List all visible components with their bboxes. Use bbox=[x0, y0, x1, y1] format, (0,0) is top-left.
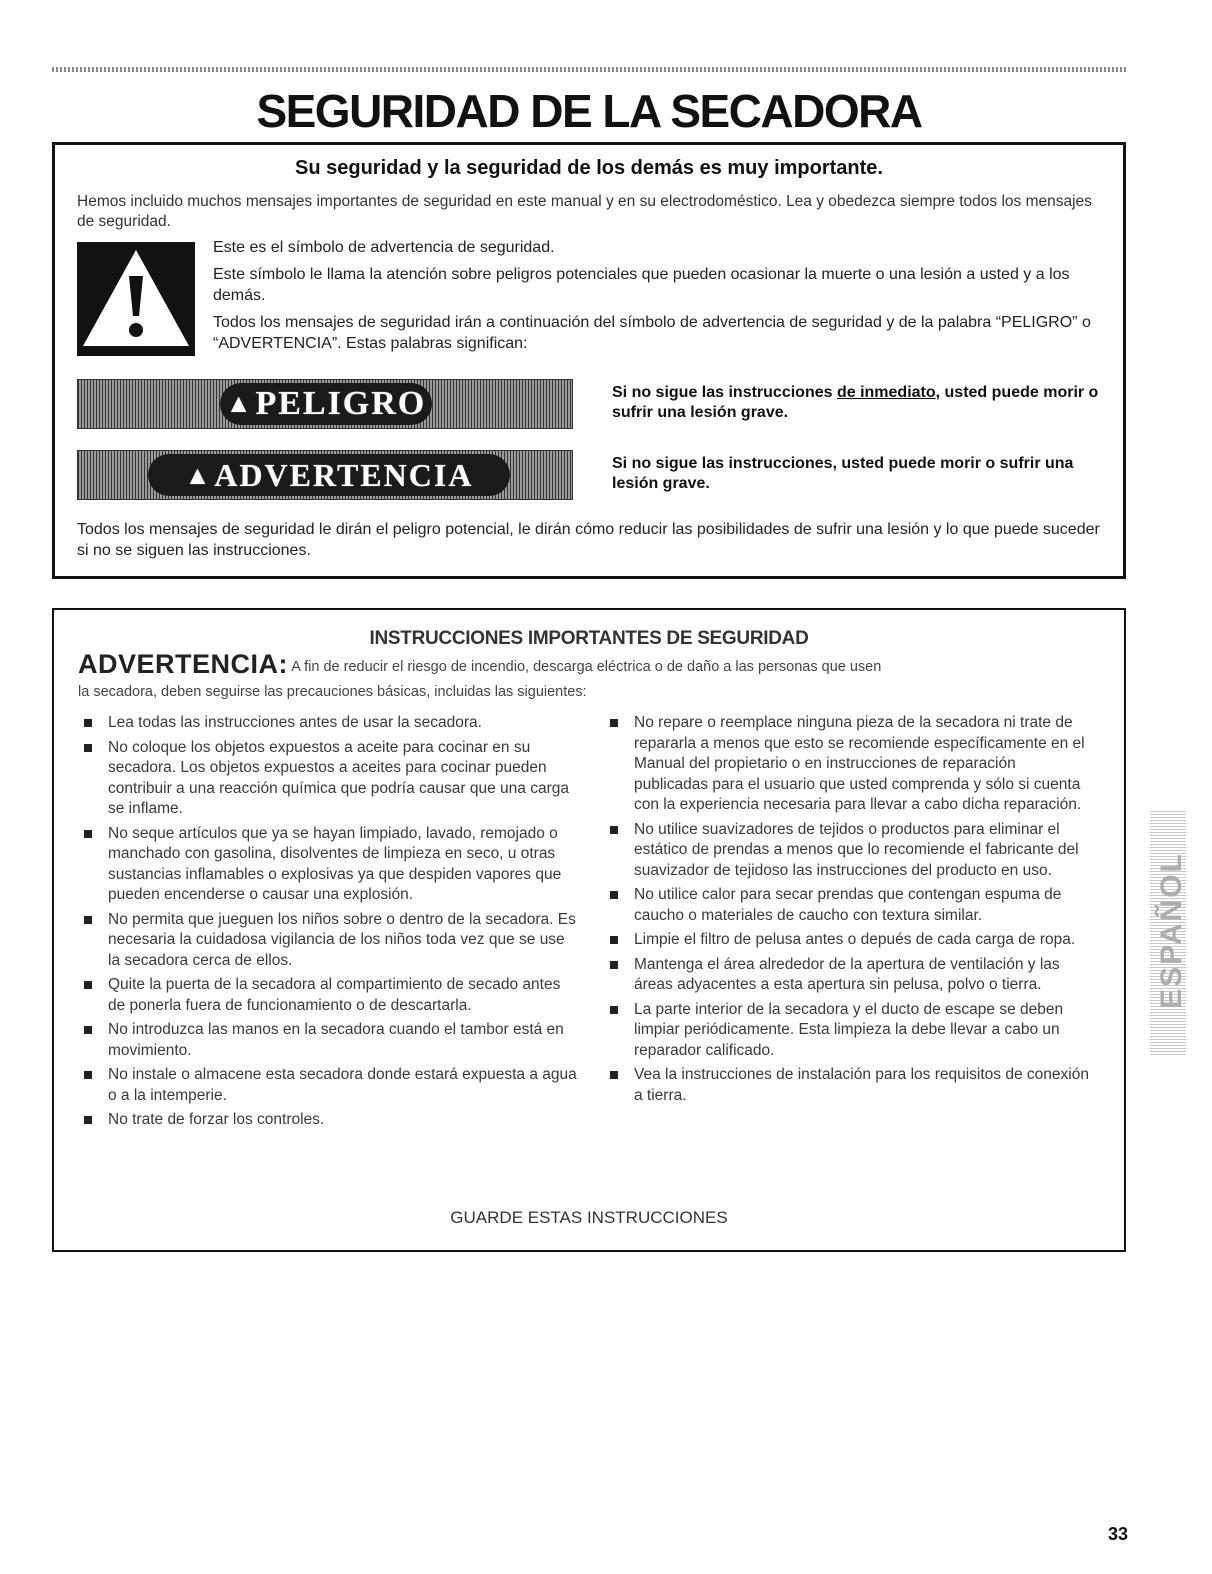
warning-triangle-icon: ▲ bbox=[225, 389, 254, 418]
list-item-text: No trate de forzar los controles. bbox=[108, 1111, 325, 1128]
bullet-square-icon bbox=[610, 1071, 618, 1079]
list-item-text: No instale o almacene esta secadora donde estará expuesta a agua o a la intemperie. bbox=[108, 1066, 577, 1104]
safety-intro-text: Hemos incluido muchos mensajes importantes de seguridad en este manual y en su electrodoméstico. Lea y obedezca siempre todos los mensajes de seguridad. bbox=[77, 193, 1092, 230]
list-item-text: No permita que jueguen los niños sobre o dentro de la secadora. Es necesaria la cuidadosa vigilancia de los niños toda vez que se use la secadora cerca de ellos. bbox=[108, 910, 576, 969]
list-item-text: Vea la instrucciones de instalación para los requisitos de conexión a tierra. bbox=[634, 1066, 1089, 1104]
warning-text: A fin de reducir el riesgo de incendio, descarga eléctrica o de daño a las personas que usen bbox=[291, 659, 882, 675]
advertencia-pill bbox=[148, 454, 510, 496]
symbol-description bbox=[213, 237, 1093, 360]
bullet-square-icon bbox=[84, 830, 92, 838]
peligro-meaning bbox=[612, 383, 1102, 423]
bullet-square-icon bbox=[610, 961, 618, 969]
peligro-text-after: , usted puede morir o sufrir una lesión grave. bbox=[612, 384, 1099, 421]
bullet-square-icon bbox=[610, 891, 618, 899]
bullet-square-icon bbox=[610, 826, 618, 834]
language-side-tab bbox=[1150, 810, 1186, 1055]
list-item-text: Quite la puerta de la secadora al compartimiento de secado antes de ponerla fuera de funcionamiento o de descartarla. bbox=[108, 976, 561, 1014]
warning-text-continued: la secadora, deben seguirse las precauciones básicas, incluidas las siguientes: bbox=[78, 684, 587, 700]
list-item bbox=[608, 1000, 1092, 1062]
bullet-square-icon bbox=[610, 936, 618, 944]
list-item bbox=[82, 975, 578, 1016]
peligro-label: PELIGRO bbox=[255, 385, 427, 422]
list-item-text: No utilice calor para secar prendas que contengan espuma de caucho o materiales de caucho con textura similar. bbox=[634, 886, 1062, 924]
list-item bbox=[82, 1110, 578, 1131]
list-item-text: No introduzca las manos en la secadora cuando el tambor está en movimiento. bbox=[108, 1021, 564, 1059]
list-item-text: Lea todas las instrucciones antes de usar la secadora. bbox=[108, 714, 482, 731]
list-item bbox=[82, 824, 578, 906]
advertencia-banner bbox=[77, 450, 573, 500]
warning-statement bbox=[78, 649, 1108, 679]
safety-box-heading: Su seguridad y la seguridad de los demás es muy importante. bbox=[295, 157, 883, 179]
list-item-text: La parte interior de la secadora y el ducto de escape se deben limpiar periódicamente. Esta limpieza la debe llevar a cabo un reparador calificado. bbox=[634, 1000, 1064, 1059]
instructions-right-column bbox=[608, 713, 1092, 1110]
page-number: 33 bbox=[1107, 1524, 1128, 1544]
safety-alert-symbol-icon bbox=[77, 242, 195, 356]
peligro-pill bbox=[220, 383, 432, 425]
bullet-square-icon bbox=[84, 719, 92, 727]
bullet-square-icon bbox=[610, 719, 618, 727]
bullet-square-icon bbox=[84, 744, 92, 752]
list-item-text: No seque artículos que ya se hayan limpiado, lavado, remojado o manchado con gasolina, disolventes de limpieza en seco, u otras sustancias inflamables o explosivas ya que despiden vapores que pueden encenderse o causar una explosión. bbox=[108, 824, 562, 903]
list-item-text: No repare o reemplace ninguna pieza de la secadora ni trate de repararla a menos que esto se recomiende específicamente en el Manual del propietario o en instrucciones de reparación publicadas para el usuario que usted comprenda y sólo si cuenta con la experiencia necesaria para llevar a cabo dicha reparación. bbox=[634, 714, 1085, 813]
bullet-square-icon bbox=[84, 981, 92, 989]
list-item-text: Mantenga el área alrededor de la apertura de ventilación y las áreas adyacentes a esta apertura sin pelusa, polvo o tierra. bbox=[634, 955, 1060, 993]
warning-label: ADVERTENCIA: bbox=[78, 649, 289, 679]
warning-triangle-icon: ▲ bbox=[184, 461, 213, 490]
list-item-text: Limpie el filtro de pelusa antes o depués de cada carga de ropa. bbox=[634, 931, 1076, 948]
language-side-tab-label: ESPAÑOL bbox=[1155, 852, 1188, 1009]
list-item-text: No utilice suavizadores de tejidos o productos para eliminar el estático de prendas a menos que lo recomiende el fabricante del suavizador de tejidoso las instrucciones del producto en uso. bbox=[634, 820, 1079, 879]
bullet-square-icon bbox=[84, 1026, 92, 1034]
symbol-line-1: Este es el símbolo de advertencia de seguridad. bbox=[213, 239, 555, 256]
symbol-line-2: Este símbolo le llama la atención sobre peligros potenciales que pueden ocasionar la muerte o una lesión a usted y a los demás. bbox=[213, 266, 1070, 304]
bullet-square-icon bbox=[84, 1071, 92, 1079]
list-item bbox=[608, 930, 1092, 951]
bullet-square-icon bbox=[84, 1116, 92, 1124]
list-item bbox=[608, 885, 1092, 926]
list-item bbox=[82, 1065, 578, 1106]
list-item bbox=[82, 738, 578, 820]
list-item bbox=[608, 955, 1092, 996]
symbol-line-3: Todos los mensajes de seguridad irán a continuación del símbolo de advertencia de seguridad y de la palabra “PELIGRO” o “ADVERTENCIA”. Estas palabras significan: bbox=[213, 314, 1091, 352]
safety-message-box bbox=[52, 142, 1126, 579]
list-item bbox=[608, 713, 1092, 816]
instructions-left-column bbox=[82, 713, 578, 1135]
top-dotted-rule bbox=[52, 67, 1126, 72]
list-item bbox=[82, 910, 578, 972]
list-item bbox=[608, 1065, 1092, 1106]
bullet-square-icon bbox=[84, 916, 92, 924]
safety-closing-text: Todos los mensajes de seguridad le dirán el peligro potencial, le dirán cómo reducir las posibilidades de sufrir una lesión y lo que puede suceder si no se siguen las instrucciones. bbox=[77, 521, 1100, 559]
list-item-text: No coloque los objetos expuestos a aceite para cocinar en su secadora. Los objetos expuestos a aceites para cocinar pueden contribuir a una reacción química que podría causar que una carga se inflame. bbox=[108, 738, 569, 817]
list-item bbox=[82, 713, 578, 734]
instructions-heading: INSTRUCCIONES IMPORTANTES DE SEGURIDAD bbox=[369, 628, 809, 649]
peligro-text-underlined: de inmediato bbox=[836, 384, 936, 401]
advertencia-label: ADVERTENCIA bbox=[214, 457, 474, 493]
list-item bbox=[82, 1020, 578, 1061]
list-item bbox=[608, 820, 1092, 882]
save-instructions-footer: GUARDE ESTAS INSTRUCCIONES bbox=[450, 1208, 728, 1227]
important-instructions-box bbox=[52, 608, 1126, 1252]
page-title: SEGURIDAD DE LA SECADORA bbox=[256, 85, 922, 137]
peligro-text-before: Si no sigue las instrucciones bbox=[612, 384, 837, 401]
peligro-banner bbox=[77, 379, 573, 429]
advertencia-meaning: Si no sigue las instrucciones, usted puede morir o sufrir una lesión grave. bbox=[612, 455, 1074, 492]
bullet-square-icon bbox=[610, 1006, 618, 1014]
